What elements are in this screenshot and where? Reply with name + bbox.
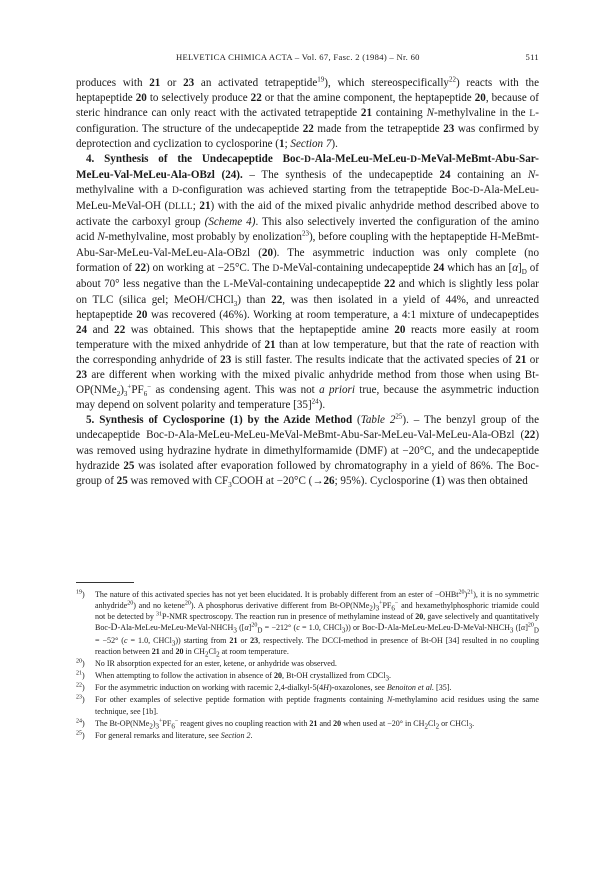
footnote-mark: $^{23}$) xyxy=(76,694,85,705)
footnotes xyxy=(76,589,539,742)
footnote xyxy=(76,682,539,693)
footnote xyxy=(76,694,539,716)
footnote-mark: $^{21}$) xyxy=(76,670,85,681)
footnote-mark: $^{19}$) xyxy=(76,589,85,599)
footnote xyxy=(76,718,539,729)
paragraph: 5. Synthesis of Cyclosporine (1) by the Azide Method (Table $2^{25}$). – The benzyl group of the undecapeptide Boc-D-Ala-MeLeu-MeLeu-MeVal-MeBmt-Abu-Sar-MeLeu-Val-MeLeu-Ala-OBzl (22) was removed using hydrazine hydrate in dimethylformamide (DMF) at −20°C, and the undecapeptide hydrazide 25 was isolated after evaporation followed by chromatography in a yield of 86%. The Boc-group of 25 was removed with $CF_3COOH$ at −20°C (→26; 95%). Cyclosporine (1) was then obtained xyxy=(76,412,540,490)
footnote-text: For the asymmetric induction on working with racemic 2,4-dialkyl-5(4H)-oxazolones, see Benoiton et al. [35]. xyxy=(95,683,452,693)
footnote-text: The nature of this activated species has not yet been elucidated. It is probably different from an ester of −OHBt$^{20}$)$^{21}$), it is no symmetric anhydride$^{20}$) and no ketene$^{20}$). A phosphorus derivative different from $Bt-OP(NMe_2)_3^+PF_6^-$ and hexamethylphosphoric triamide could not be detected by $^{31}$P-NMR spectroscopy. The reaction run in presence of methylamine instead of 20, gave selectively and quantitatively Boc-$D-Ala-MeLeu-MeLeu-MeVal-NHCH_3$ ($[\alpha]^{20}_D = -212^\circ$ (c = 1.0, CHCl$_3$)) or Boc-$D-Ala-MeLeu-MeLeu-D-MeVal-NHCH_3$ ($[\alpha]^{20}_D = -52^\circ$ (c = 1.0, CHCl$_3$)) starting from 21 or 23, respectively. The DCCI-method in presence of Bt-OH [34] resulted in no coupling reaction between 21 and 20 in $CH_2Cl_2$ at room temperature. xyxy=(95,589,539,659)
footnote-text: When attempting to follow the activation in absence of 20, Bt-OH crystallized from CDCl$_3$. xyxy=(95,671,392,683)
footnote xyxy=(76,730,539,741)
footnote xyxy=(76,670,539,681)
footnote-mark: $^{24}$) xyxy=(76,718,85,728)
footnote xyxy=(76,589,539,657)
footnote-mark: $^{25}$) xyxy=(76,730,85,740)
page-number: 511 xyxy=(525,52,539,62)
footnote-divider xyxy=(76,582,134,583)
journal-name: HELVETICA CHIMICA ACTA xyxy=(176,52,293,62)
footnote-text: No IR absorption expected for an ester, ketene, or anhydride was observed. xyxy=(95,658,337,668)
paragraph: produces with 21 or 23 an activated tetrapeptide$^{19}$), which stereospecifically$^{22}$) reacts with the heptapeptide 20 to selectively produce 22 or that the amine component, the heptapeptide 20, because of steric hindrance can only react with the activated tetrapeptide 21 containing N-methylvaline in the L-configuration. The structure of the undecapeptide 22 made from the tetrapeptide 23 was confirmed by deprotection and cyclization to cyclosporine (1; Section 7). xyxy=(76,75,540,151)
footnote-text: For other examples of selective peptide formation with peptide fragments containing N-methylamino acid residues using the same technique, see [1b]. xyxy=(95,695,539,716)
running-head-title xyxy=(176,52,420,62)
body-text xyxy=(76,76,539,489)
footnote-text: For general remarks and literature, see Section 2. xyxy=(95,730,253,740)
footnote-mark: $^{20}$) xyxy=(76,658,85,668)
journal-issue: – Vol. 67, Fasc. 2 (1984) – Nr. 60 xyxy=(292,52,420,62)
running-head xyxy=(76,52,539,66)
footnote-text: The $Bt-OP(NMe_2)_3^+PF_6^-$ reagent gives no coupling reaction with 21 and 20 when used at −20° in $CH_2Cl_2$ or CHCl$_3$. xyxy=(95,718,475,731)
footnote xyxy=(76,658,539,669)
footnote-mark: $^{22}$) xyxy=(76,682,85,693)
paragraph: 4. Synthesis of the Undecapeptide Boc-D-Ala-MeLeu-MeLeu-D-MeVal-MeBmt-Abu-Sar-MeLeu-Val-MeLeu-Ala-OBzl (24). – The synthesis of the undecapeptide 24 containing an N-methylvaline with a D-configuration was achieved starting from the tetrapeptide Boc-D-Ala-MeLeu-MeLeu-MeVal-OH (DLLL; 21) with the aid of the mixed pivalic anhydride method described above to activate the carboxyl group (Scheme 4). This also selectively inverted the configuration of the amino acid N-methylvaline, most probably by enolization$^{23}$), before coupling with the heptapeptide H-MeBmt-Abu-Sar-MeLeu-Val-MeLeu-Ala-OBzl (20). The asymmetric induction was only complete (no formation of 22) on working at −25°C. The D-MeVal-containing undecapeptide 24 which has an $[\alpha]_D$ of about 70° less negative than the L-MeVal-containing undecapeptide 22 and which is slightly less polar on TLC (silica gel; MeOH/CHCl$_3$) than 22, was then isolated in a yield of 44%, and unreacted heptapeptide 20 was recovered (46%). Working at room temperature, a 4:1 mixture of undecapeptides 24 and 22 was obtained. This shows that the heptapeptide amine 20 reacts more easily at room temperature with the mixed anhydride of 21 than at low temperature, but that the rate of reaction with the corresponding anhydride of 23 is still faster. The results indicate that the activated species of 21 or 23 are different when working with the mixed pivalic anhydride method from those when using $Bt-OP(NMe_2)_3^+PF_6^-$ as condensing agent. This was not a priori true, because the asymmetric induction may depend on solvent polarity and temperature $[35]^{24}$). xyxy=(76,153,540,411)
